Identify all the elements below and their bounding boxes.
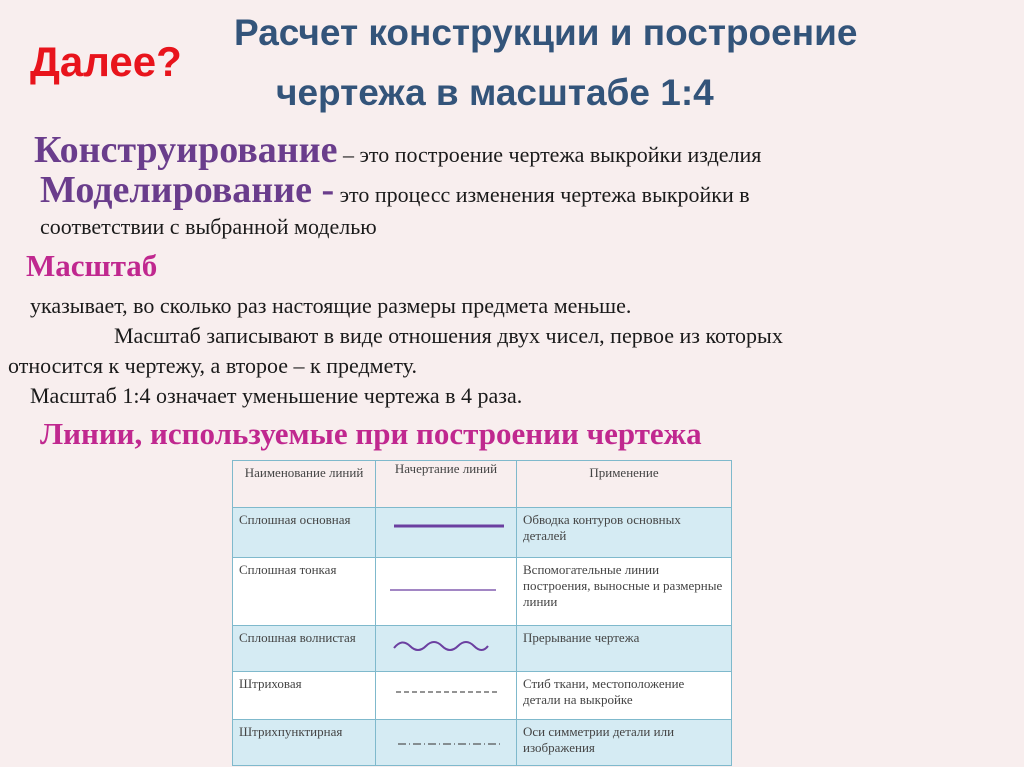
scale-text-line2: Масштаб записывают в виде отношения двух чисел, первое из которых: [114, 323, 783, 348]
row-name: Сплошная волнистая: [233, 626, 376, 672]
modelirovanie-text-line2: соответствии с выбранной моделью: [40, 214, 377, 239]
row-name: Сплошная основная: [233, 508, 376, 558]
slide-title-line2: чертежа в масштабе 1:4: [276, 72, 714, 113]
table-row: [233, 558, 732, 626]
scale-text-line4: Масштаб 1:4 означает уменьшение чертежа в 4 раза.: [30, 383, 523, 408]
row-name: Сплошная тонкая: [233, 558, 376, 626]
table-row: [233, 720, 732, 766]
konstruirovanie-term: Конструирование: [34, 129, 338, 171]
row-usage: Прерывание чертежа: [517, 626, 732, 672]
modelirovanie-text: это процесс изменения чертежа выкройки в: [334, 182, 750, 207]
line-types-table: [232, 460, 732, 766]
konstruirovanie-definition: [34, 128, 761, 172]
table-header-appearance: Начертание линий: [376, 461, 517, 508]
scale-text-line3: относится к чертежу, а второе – к предмету.: [8, 353, 417, 378]
table-row: [233, 672, 732, 720]
konstruirovanie-text: – это построение чертежа выкройки изделия: [337, 142, 762, 167]
line-sample-dash-dot: [376, 720, 517, 766]
table-row: [233, 626, 732, 672]
modelirovanie-term: Моделирование -: [40, 169, 335, 211]
line-sample-dashed: [376, 672, 517, 720]
table-header-usage: Применение: [517, 461, 732, 508]
line-sample-solid-main: [376, 508, 517, 558]
row-usage: Вспомогательные линии построения, выносные и размерные линии: [517, 558, 732, 626]
row-usage: Стиб ткани, местоположение детали на выкройке: [517, 672, 732, 720]
table-header-row: [233, 461, 732, 508]
row-name: Штрихпунктирная: [233, 720, 376, 766]
slide-title-line1: Расчет конструкции и построение: [234, 12, 858, 53]
line-sample-solid-thin: [376, 558, 517, 626]
table-header-name: Наименование линий: [233, 461, 376, 508]
row-usage: Обводка контуров основных деталей: [517, 508, 732, 558]
table-row: [233, 508, 732, 558]
scale-text-line1: указывает, во сколько раз настоящие размеры предмета меньше.: [30, 293, 632, 318]
scale-heading: Масштаб: [26, 248, 158, 283]
row-usage: Оси симметрии детали или изображения: [517, 720, 732, 766]
next-question-label: Далее?: [30, 38, 182, 85]
lines-heading: Линии, используемые при построении чертежа: [40, 416, 702, 451]
modelirovanie-definition: [40, 168, 750, 212]
line-sample-wavy: [376, 626, 517, 672]
row-name: Штриховая: [233, 672, 376, 720]
